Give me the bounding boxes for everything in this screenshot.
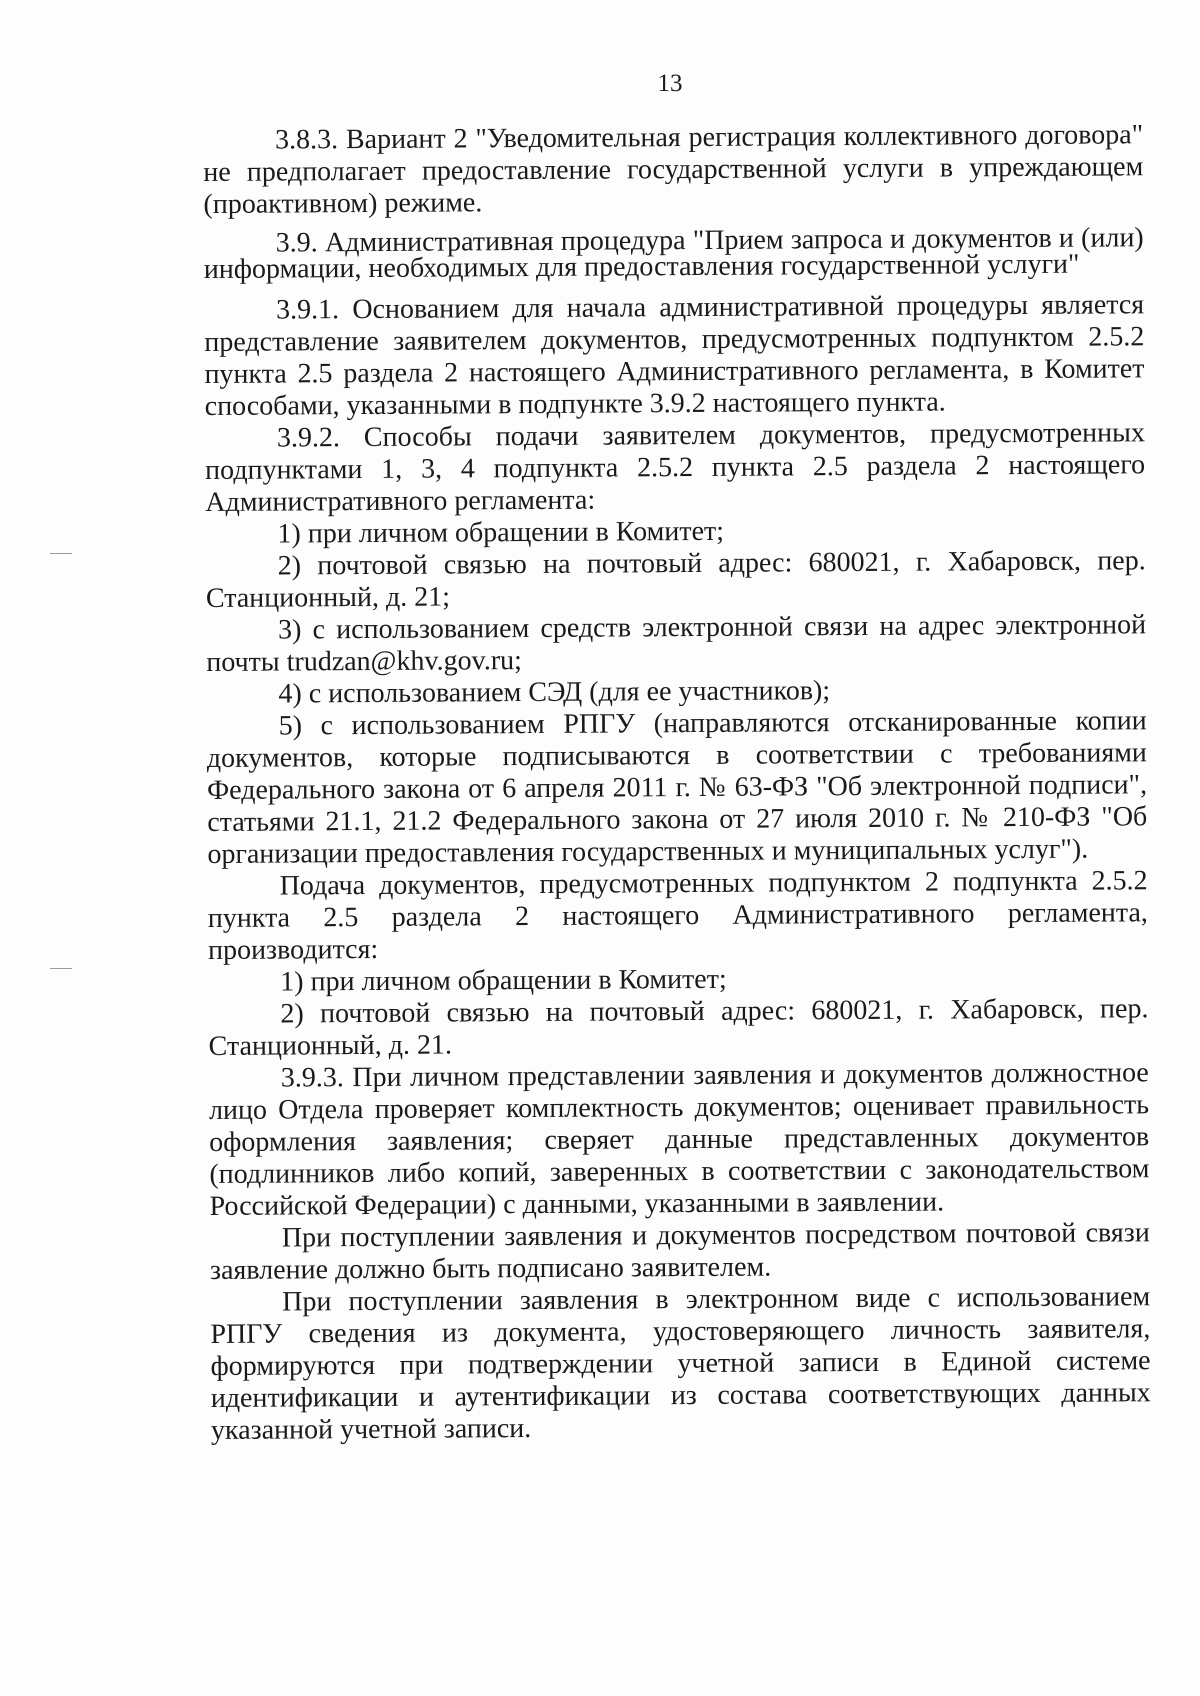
list-item: 4) с использованием СЭД (для ее участников); <box>278 675 831 710</box>
list-item: 2) почтовой связью на почтовый адрес: 680021, г. Хабаровск, пер. Станционный, д. 21. <box>208 993 1149 1062</box>
paragraph-3-9-2: 3.9.2. Способы подачи заявителем документов, предусмотренных подпунктами 1, 3, 4 подпункта 2.5.2 пункта 2.5 раздела 2 настоящего Административного регламента: <box>205 417 1146 518</box>
paragraph-3-8-3: 3.8.3. Вариант 2 "Уведомительная регистрация коллективного договора" не предполагает предоставление государственной услуги в упреждающем (проактивном) режиме. <box>203 119 1144 220</box>
paragraph-3-9-3: 3.9.3. При личном представлении заявления и документов должностное лицо Отдела проверяет комплектность документов; оценивает правильность оформления заявления; сверяет данные представленных документов (подлинников либо копий, заверенных в соответствии с законодательством Российской Федерации) с данными, указанными в заявлении. <box>208 1057 1150 1222</box>
list-item: 5) с использованием РПГУ (направляются отсканированные копии документов, которые подписываются в соответствии с требованиями Федерального закона от 6 апреля 2011 г. № 63-ФЗ "Об электронной подписи", статьями 21.1, 21.2 Федерального закона от 27 июля 2010 г. № 210-ФЗ "Об организации предоставления государственных и муниципальных услуг"). <box>206 705 1148 870</box>
section-heading-3-9: 3.9. Административная процедура "Прием запроса и документов и (или) информации, необходимых для предоставления государственной услуги" <box>203 222 1144 285</box>
paragraph-3-9-1: 3.9.1. Основанием для начала административной процедуры является представление заявителем документов, предусмотренных подпунктом 2.5.2 пункта 2.5 раздела 2 настоящего Административного регламента, в Комитет способами, указанными в подпункте 3.9.2 настоящего пункта. <box>204 289 1145 422</box>
document-body <box>203 119 1151 1447</box>
list-item: 2) почтовой связью на почтовый адрес: 680021, г. Хабаровск, пер. Станционный, д. 21; <box>205 545 1146 614</box>
list-item: 1) при личном обращении в Комитет; <box>277 515 725 550</box>
margin-tick-mark <box>50 968 72 969</box>
list-item: 3) с использованием средств электронной связи на адрес электронной почты trudzan@khv.gov.ru; <box>206 609 1147 678</box>
margin-tick-mark <box>50 553 72 554</box>
list-item: 1) при личном обращении в Комитет; <box>280 963 727 998</box>
paragraph-electronic: При поступлении заявления в электронном виде с использованием РПГУ сведения из документа, удостоверяющего личность заявителя, формируются при подтверждении учетной записи в Единой системе идентификации и аутентификации из состава соответствующих данных указанной учетной записи. <box>210 1281 1151 1446</box>
page-number: 13 <box>657 70 683 97</box>
paragraph-submission: Подача документов, предусмотренных подпунктом 2 подпункта 2.5.2 пункта 2.5 раздела 2 настоящего Административного регламента, производится: <box>207 865 1148 966</box>
paragraph-postal: При поступлении заявления и документов посредством почтовой связи заявление должно быть подписано заявителем. <box>209 1217 1150 1286</box>
